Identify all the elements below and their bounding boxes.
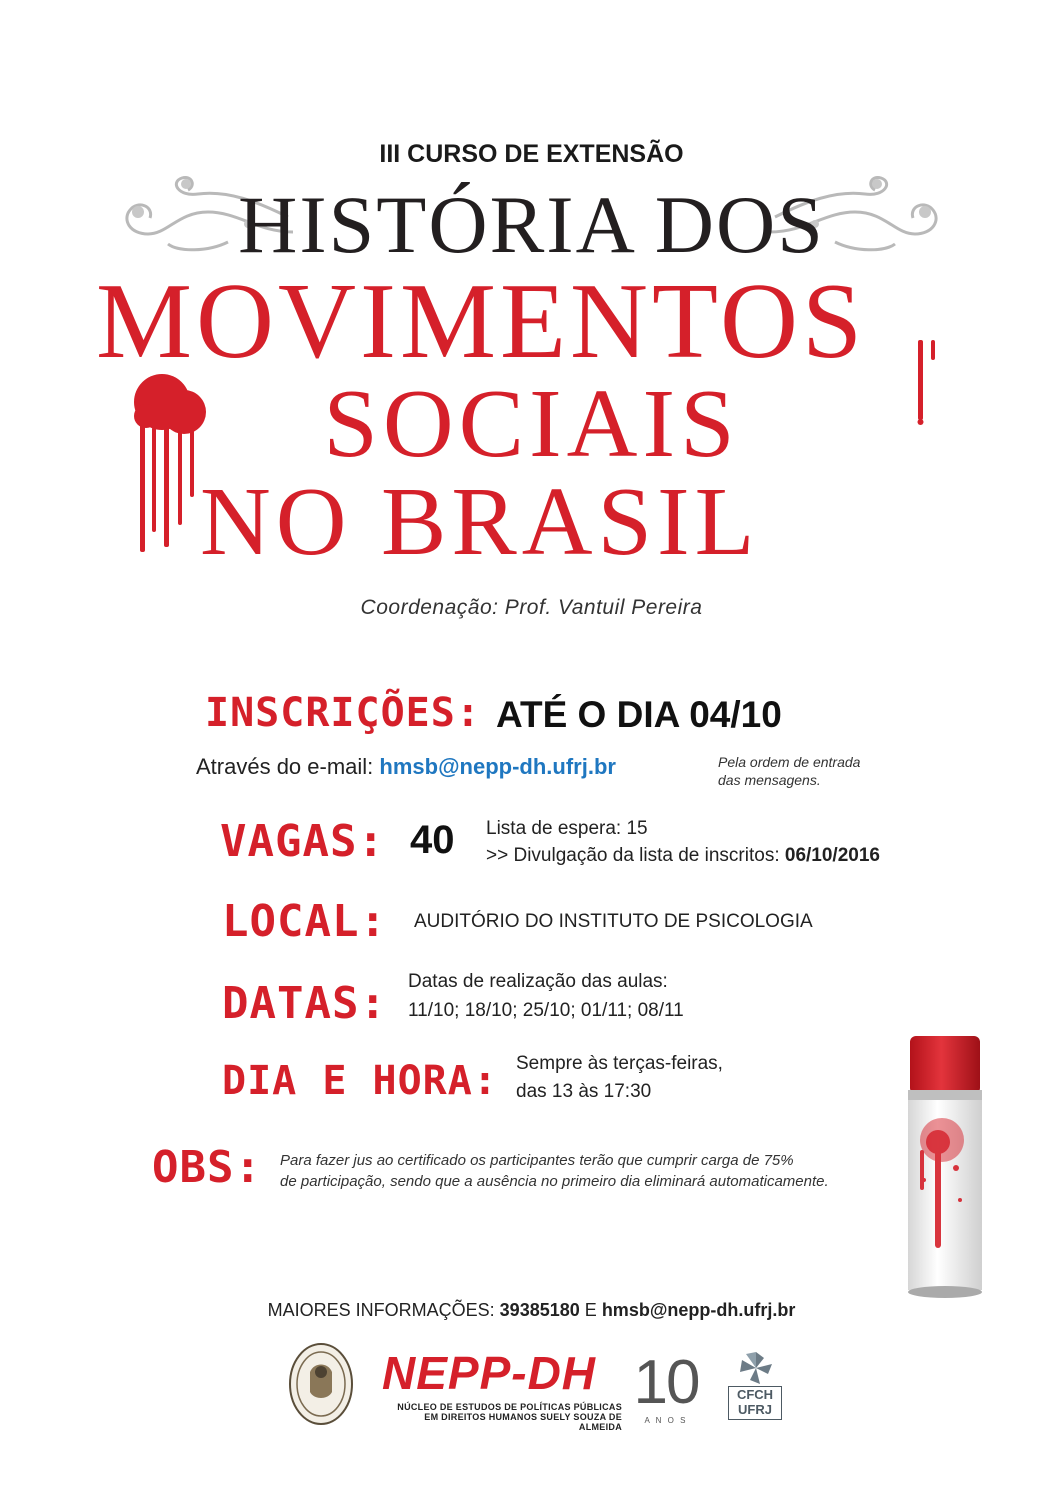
obs-line-2: de participação, sendo que a ausência no primeiro dia eliminará automaticamente.	[280, 1173, 829, 1190]
local-label: LOCAL:	[222, 896, 387, 947]
anniversary-number: 10	[633, 1348, 699, 1417]
vagas-announcement	[486, 842, 880, 870]
obs-label: OBS:	[152, 1142, 262, 1193]
local-value: AUDITÓRIO DO INSTITUTO DE PSICOLOGIA	[414, 911, 813, 932]
title-line-2: MOVIMENTOS	[96, 262, 867, 381]
spray-can-icon	[898, 1030, 994, 1300]
datas-label: DATAS:	[222, 978, 387, 1029]
title-line-4: NO BRASIL	[200, 468, 760, 576]
footer-phone: 39385180	[499, 1300, 580, 1320]
nepp-logo-name: NEPP-DH	[382, 1347, 597, 1399]
cfch-pinwheel-icon	[734, 1350, 778, 1386]
obs-line-1: Para fazer jus ao certificado os participantes terão que cumprir carga de 75%	[280, 1152, 794, 1169]
cfch-logo-bottom: UFRJ	[738, 1401, 772, 1417]
inscricoes-note-line-1: Pela ordem de entrada	[718, 754, 861, 770]
inscricoes-note-line-2: das mensagens.	[718, 771, 821, 788]
cfch-logo-top: CFCH	[736, 1387, 774, 1402]
vagas-waitlist: Lista de espera: 15	[486, 818, 648, 839]
footer-email-link[interactable]: hmsb@nepp-dh.ufrj.br	[601, 1300, 796, 1320]
inscricoes-note	[718, 754, 860, 789]
title-line-1: HISTÓRIA DOS	[238, 179, 825, 270]
title-line-3: SOCIAIS	[323, 370, 740, 478]
vagas-announcement-date: 06/10/2016	[784, 845, 880, 866]
inscricoes-email-link[interactable]: hmsb@nepp-dh.ufrj.br	[379, 754, 616, 779]
inscricoes-deadline: ATÉ O DIA 04/10	[496, 694, 782, 735]
footer-info-label: MAIORES INFORMAÇÕES:	[267, 1300, 495, 1320]
vagas-number: 40	[410, 818, 455, 862]
ufrj-seal-icon	[288, 1342, 354, 1426]
anniversary-anos: A N O S	[644, 1416, 688, 1425]
datas-line-2: 11/10; 18/10; 25/10; 01/11; 08/11	[408, 1000, 684, 1021]
nepp-logo-sub-1: NÚCLEO DE ESTUDOS DE POLÍTICAS PÚBLICAS	[397, 1402, 622, 1412]
nepp-logo-sub-2: EM DIREITOS HUMANOS SUELY SOUZA DE ALMEIDA	[424, 1412, 622, 1432]
coordination: Coordenação: Prof. Vantuil Pereira	[360, 596, 703, 619]
dia-hora-label: DIA E HORA:	[222, 1058, 498, 1104]
course-edition: III CURSO DE EXTENSÃO	[379, 140, 684, 168]
inscricoes-via: Através do e-mail:	[196, 754, 374, 779]
datas-line-1: Datas de realização das aulas:	[408, 971, 668, 992]
footer-connector: E	[584, 1300, 597, 1320]
vagas-announcement-text: >> Divulgação da lista de inscritos:	[486, 845, 780, 866]
vagas-label: VAGAS:	[220, 816, 385, 867]
inscricoes-label: INSCRIÇÕES:	[205, 690, 481, 736]
inscricoes-email-line	[196, 754, 616, 780]
footer-info	[0, 1300, 1063, 1321]
dia-hora-line-2: das 13 às 17:30	[516, 1081, 652, 1102]
cfch-logo	[728, 1386, 782, 1420]
obs-text	[280, 1150, 829, 1192]
dia-hora-line-1: Sempre às terças-feiras,	[516, 1053, 723, 1074]
nepp-logo	[382, 1347, 622, 1432]
anniversary-mark	[630, 1348, 702, 1425]
